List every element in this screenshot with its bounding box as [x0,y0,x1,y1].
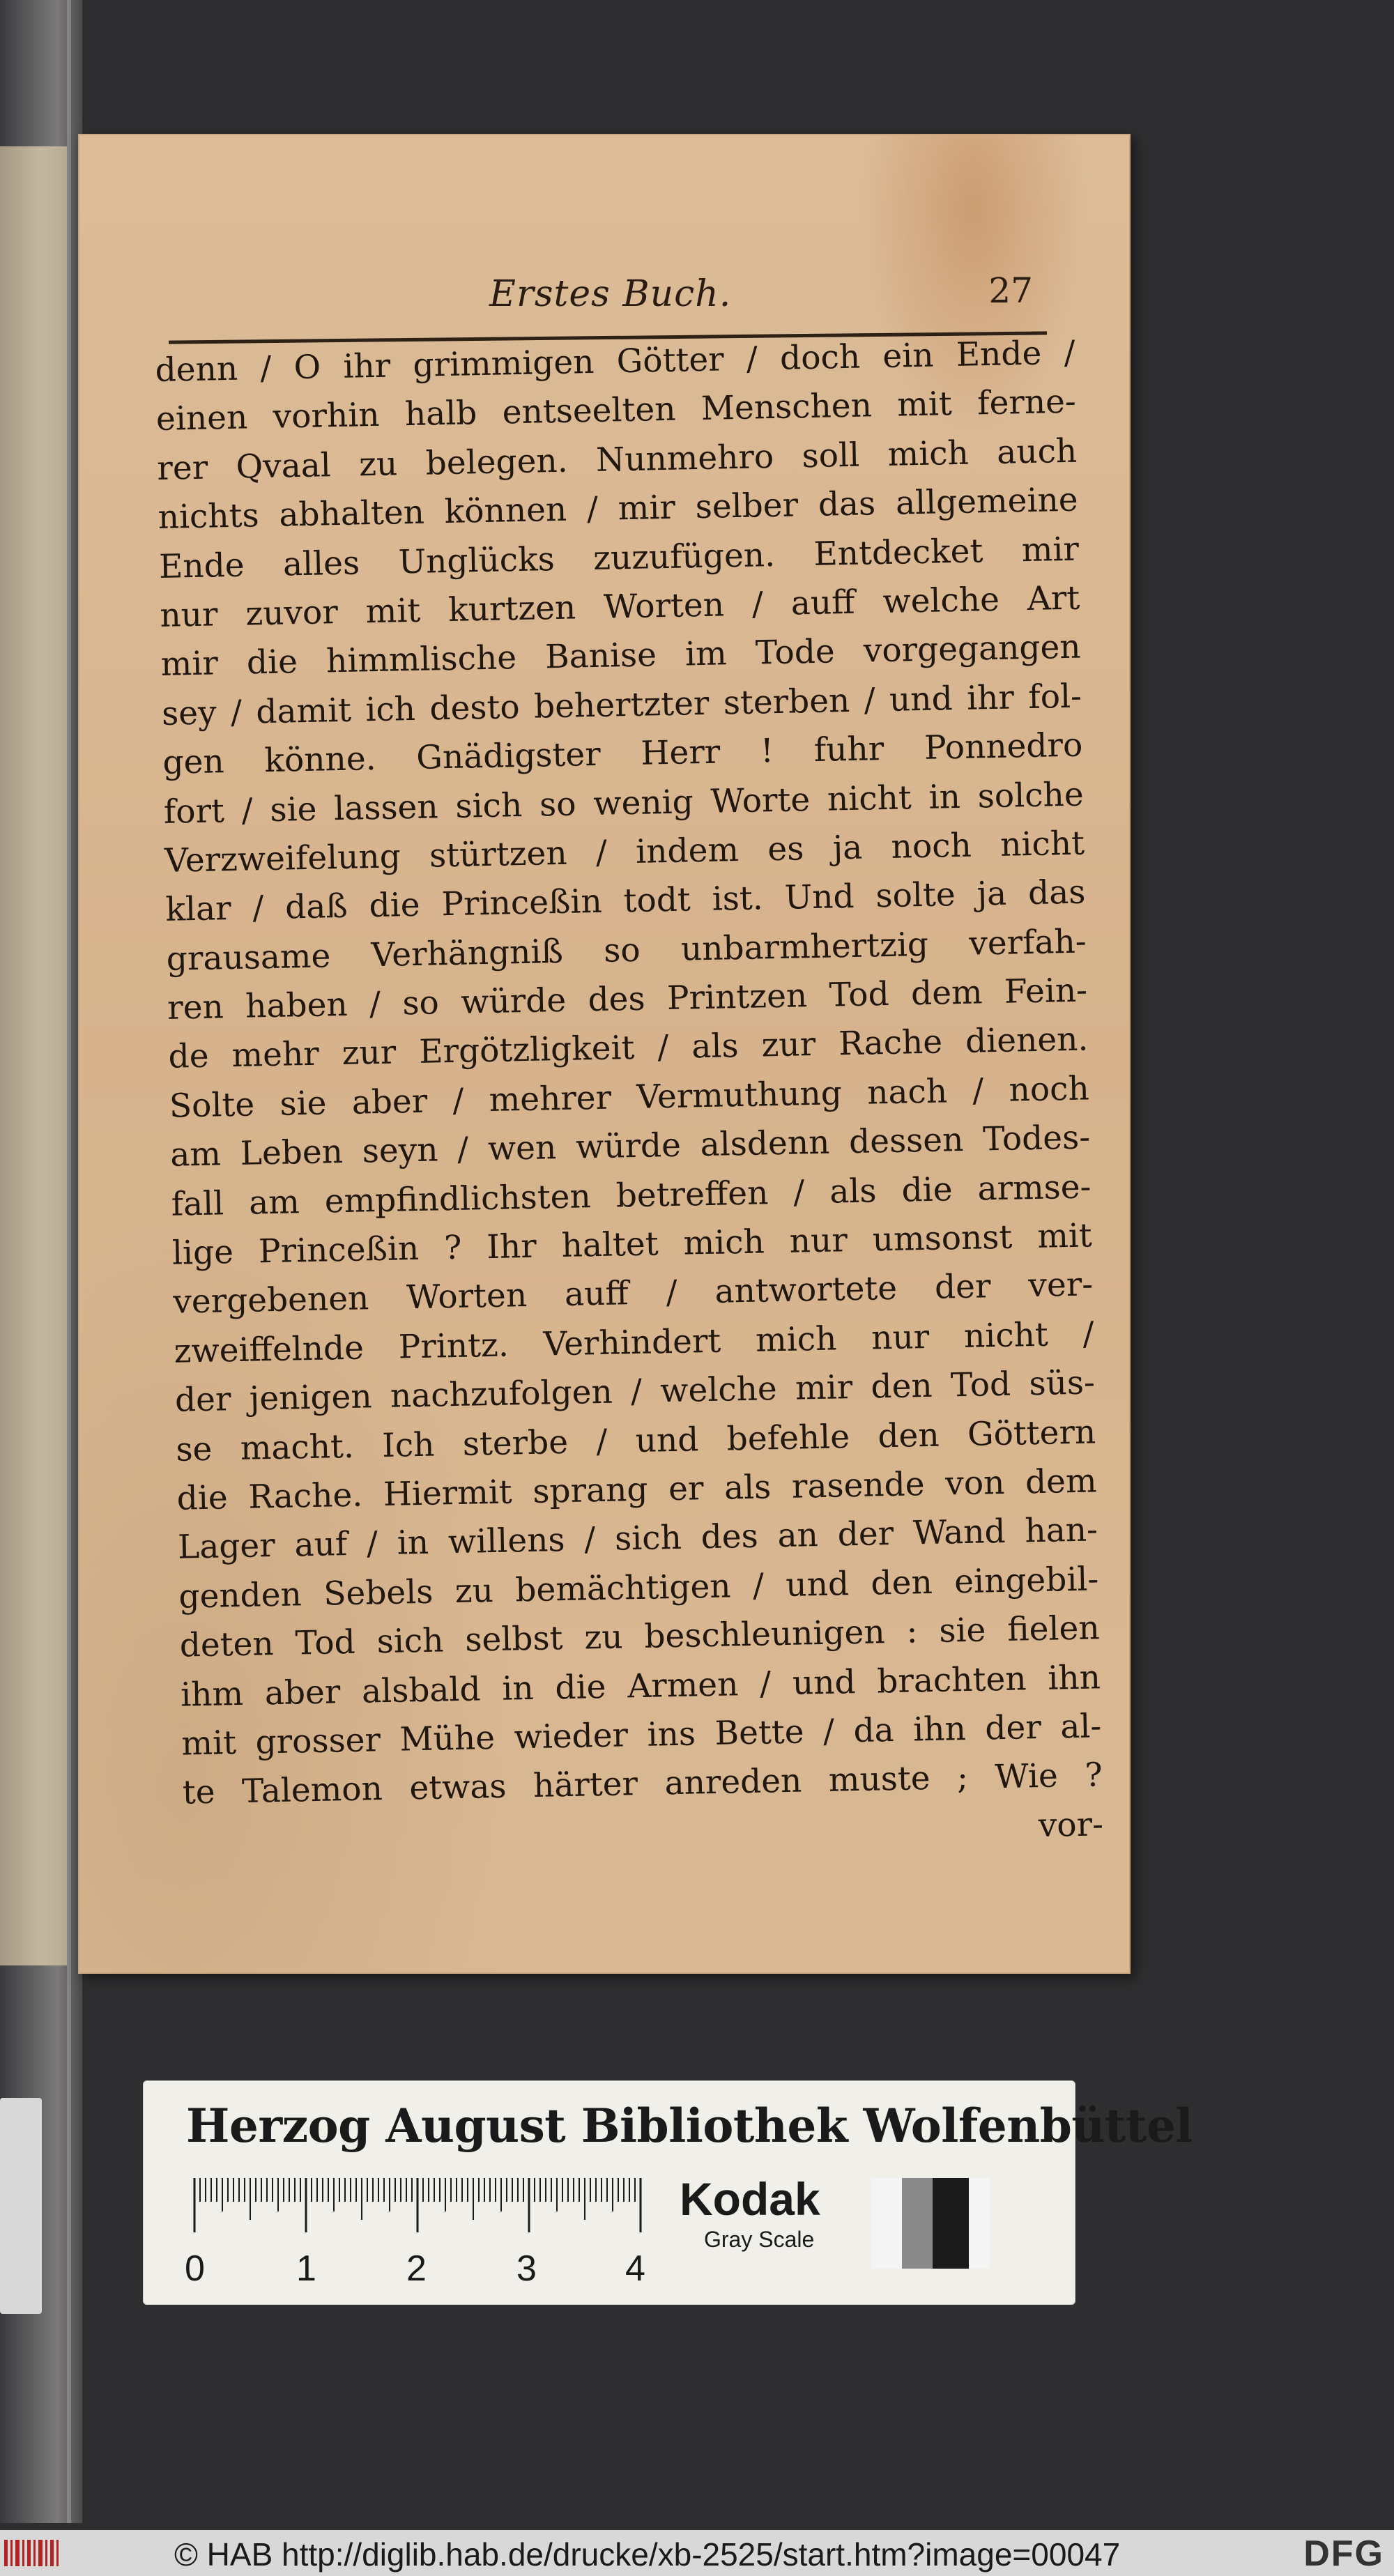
catchword: vor- [1038,1804,1104,1845]
text-line: klar / daß die Princeßin todt ist. Und solte ja das [164,873,1086,930]
text-line: deten Tod sich selbst zu beschleunigen : sie fielen [179,1609,1101,1665]
gray-swatch-white [871,2178,902,2269]
ruler-label-3: 3 [516,2248,537,2289]
gray-scale-label: Gray Scale [704,2227,815,2252]
ruler-label-1: 1 [296,2248,316,2289]
text-line: nichts abhalten können / mir selber das allgemeine [158,480,1079,537]
text-line: genden Sebels zu bemächtigen / und den eingebil- [178,1560,1099,1616]
text-line: se macht. Ich sterbe / und befehle den Göttern [175,1412,1096,1469]
text-line: lige Princeßin ? Ihr haltet mich nur umsonst mit [171,1216,1093,1273]
text-line: vergebenen Worten auff / antwortete der ver- [172,1265,1094,1322]
book-page [78,134,1131,1974]
text-line: zweiffelnde Printz. Verhindert mich nur nicht / [174,1314,1094,1371]
adjacent-card-edge [0,2098,42,2314]
glass-edge [67,0,71,2523]
source-url[interactable]: © HAB http://diglib.hab.de/drucke/xb-2525/start.htm?image=00047 [174,2536,1121,2573]
running-header [406,270,1054,322]
text-line: die Rache. Hiermit sprang er als rasende von dem [176,1462,1098,1518]
text-line: fall am empfindlichsten betreffen / als die armse- [171,1167,1092,1224]
gray-swatch-white-2 [969,2178,990,2269]
barcode-icon [4,2537,60,2569]
page-number: 27 [988,270,1033,311]
kodak-logo: Kodak [680,2173,820,2225]
text-line: fort / sie lassen sich so wenig Worte nicht in solche [163,775,1085,831]
text-line: rer Qvaal zu belegen. Nunmehro soll mich auch [156,431,1078,488]
text-line: Solte sie aber / mehrer Vermuthung nach / noch [169,1069,1090,1126]
text-line: te Talemon etwas härter anreden muste ; Wie ? [182,1756,1103,1812]
running-title: Erstes Buch. [489,273,732,315]
adjacent-page-edge [0,146,67,1965]
text-line: der jenigen nachzufolgen / welche mir den Tod süs- [174,1363,1096,1420]
color-calibration-card [143,2080,1193,2305]
ruler-ticks [192,2178,652,2234]
body-text [155,329,1104,1867]
ruler [192,2178,652,2234]
text-line: mir die himmlische Banise im Tode vorgegangen [160,627,1082,684]
text-line: Lager auf / in willens / sich des an der Wand han- [177,1510,1098,1567]
text-line: gen könne. Gnädigster Herr ! fuhr Ponnedro [162,726,1083,783]
gray-swatch-black [933,2178,969,2269]
library-name: Herzog August Bibliothek Wolfenbüttel [186,2099,1193,2153]
text-line: am Leben seyn / wen würde alsdenn dessen Todes- [169,1118,1091,1175]
text-line: einen vorhin halb entseelten Menschen mit ferne- [155,383,1077,439]
text-line: nur zuvor mit kurtzen Worten / auff welche Art [159,578,1080,635]
text-line: ren haben / so würde des Printzen Tod dem Fein- [167,971,1088,1027]
text-line: denn / O ihr grimmigen Götter / doch ein Ende / [155,333,1075,390]
ruler-label-2: 2 [406,2248,427,2289]
text-line: Verzweifelung stürtzen / indem es ja noch nicht [164,824,1085,880]
text-line: grausame Verhängniß so unbarmhertzig verfah- [166,922,1087,979]
text-line: de mehr zur Ergötzligkeit / als zur Rache dienen. [168,1020,1089,1077]
dfg-logo: DFG [1303,2533,1384,2574]
ruler-label-0: 0 [185,2248,205,2289]
gray-swatch-mid [902,2178,933,2269]
text-line: Ende alles Unglücks zuzufügen. Entdecket mir [158,530,1080,586]
ruler-label-4: 4 [625,2248,645,2289]
left-book-edge [0,0,82,2523]
text-line: ihm aber alsbald in die Armen / und brachten ihn [180,1657,1101,1715]
footer-bar [0,2530,1394,2576]
text-line: sey / damit ich desto behertzter sterben / und ihr fol- [161,677,1082,733]
text-line: mit grosser Mühe wieder ins Bette / da ihn der al- [181,1707,1102,1763]
